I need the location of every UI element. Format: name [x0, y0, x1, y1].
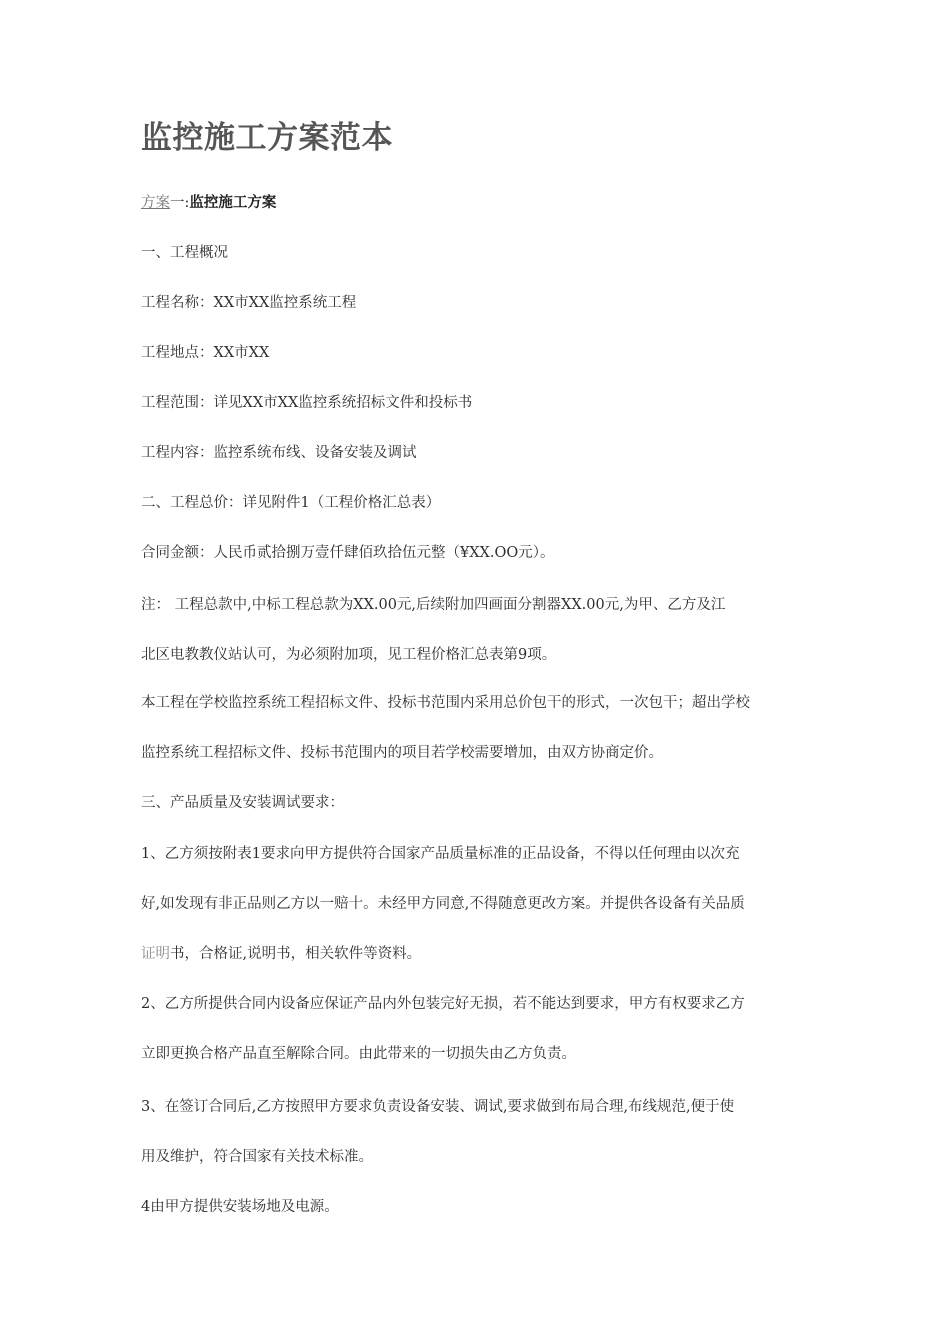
item-2-line-2: 立即更换合格产品直至解除合同。由此带来的一切损失由乙方负责。 [141, 1046, 576, 1062]
subtitle-prefix: 一: [170, 195, 190, 211]
project-name: 工程名称：XX市XX监控系统工程 [141, 295, 357, 311]
note-line-2: 北区电教教仪站认可，为必须附加项，见工程价格汇总表第9项。 [141, 647, 557, 663]
item-1-muted-text: 证明 [141, 946, 170, 962]
item-1-line-2: 好,如发现有非正品则乙方以一赔十。未经甲方同意,不得随意更改方案。并提供各设备有关品质 [141, 896, 745, 912]
project-scope: 工程范围：详见XX市XX监控系统招标文件和投标书 [141, 395, 473, 411]
contract-amount: 合同金额：人民币贰拾捌万壹仟肆佰玖拾伍元整（¥XX.OO元）。 [141, 545, 555, 561]
project-content: 工程内容：监控系统布线、设备安装及调试 [141, 445, 417, 461]
section-heading-price: 二、工程总价：详见附件1（工程价格汇总表） [141, 495, 441, 511]
item-1-line-3 [141, 944, 421, 964]
item-1-line-3-text: 书，合格证,说明书，相关软件等资料。 [170, 946, 422, 962]
item-3-line-2: 用及维护，符合国家有关技术标准。 [141, 1149, 373, 1165]
note-line-1: 注： 工程总款中,中标工程总款为XX.00元,后续附加四画面分割器XX.00元,为甲、乙方及江 [141, 597, 726, 613]
section-heading-quality: 三、产品质量及安装调试要求： [141, 795, 344, 811]
document-title: 监控施工方案范本 [141, 120, 393, 156]
lumpsum-line-1: 本工程在学校监控系统工程招标文件、投标书范围内采用总价包干的形式，一次包干；超出学校 [141, 695, 750, 711]
item-4: 4由甲方提供安装场地及电源。 [141, 1199, 339, 1215]
lumpsum-line-2: 监控系统工程招标文件、投标书范围内的项目若学校需要增加，由双方协商定价。 [141, 745, 663, 761]
item-1-line-1: 1、乙方须按附表1要求向甲方提供符合国家产品质量标准的正品设备，不得以任何理由以次充 [141, 846, 740, 862]
project-location: 工程地点：XX市XX [141, 345, 270, 361]
document-subtitle [141, 193, 276, 213]
subtitle-bold: 监控施工方案 [189, 194, 277, 211]
section-heading-overview: 一、工程概况 [141, 245, 228, 261]
subtitle-link[interactable]: 方案 [141, 195, 170, 211]
item-3-line-1: 3、在签订合同后,乙方按照甲方要求负责设备安装、调试,要求做到布局合理,布线规范,便于使 [141, 1099, 735, 1115]
item-2-line-1: 2、乙方所提供合同内设备应保证产品内外包装完好无损，若不能达到要求，甲方有权要求乙方 [141, 996, 745, 1012]
